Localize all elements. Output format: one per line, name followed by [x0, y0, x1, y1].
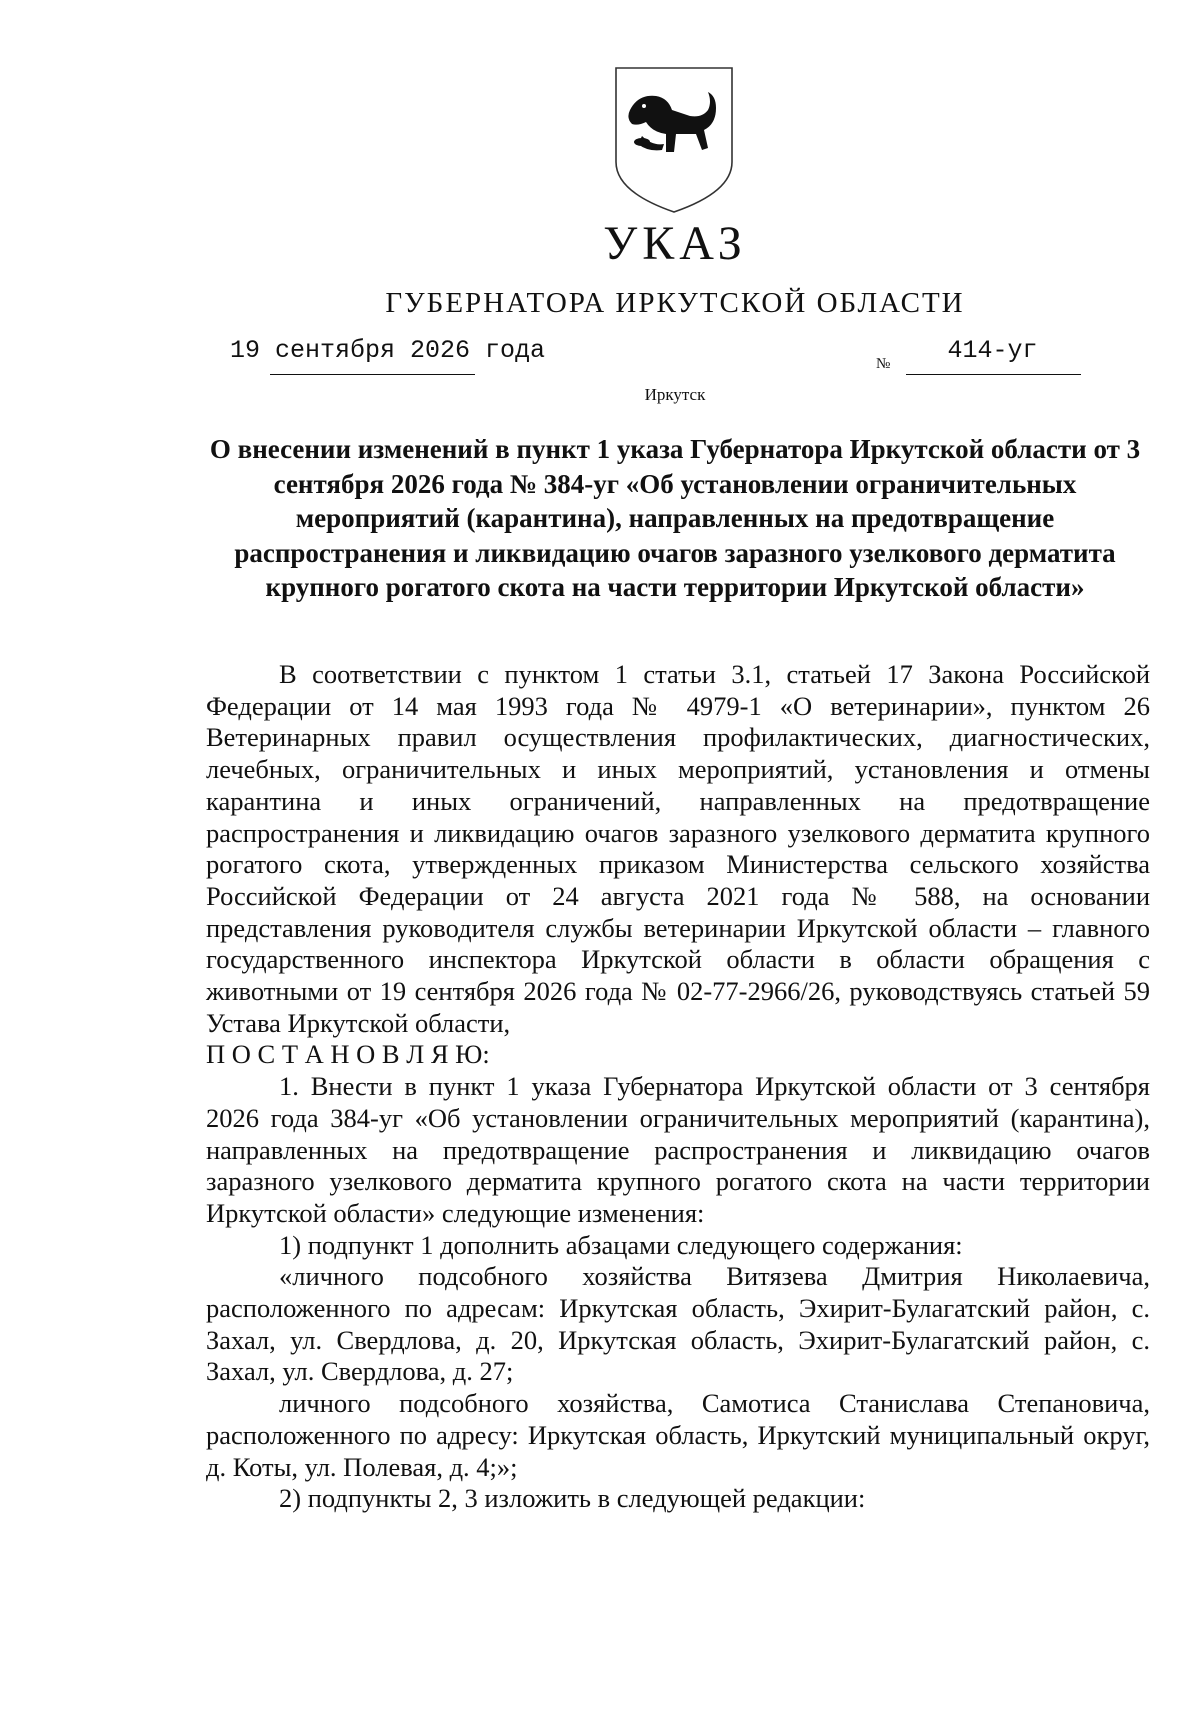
- date-underline: [270, 374, 475, 375]
- subitem-1-paragraph: 1) подпункт 1 дополнить абзацами следующего содержания:: [279, 1229, 963, 1260]
- decree-word: П О С Т А Н О В Л Я Ю:: [206, 1039, 490, 1070]
- subitem-1-addition-a: «личного подсобного хозяйства Витязева Дмитрия Николаевича, расположенного по адресам: Иркутская область, Эхирит-Булагатский район, с. Захал, ул. Свердлова, д. 20, Иркутская область, Эхирит-Булагатский район, с. Захал, ул. Свердлова, д. 27;: [206, 1261, 1150, 1387]
- number-underline: [906, 374, 1081, 375]
- document-number: 414-уг: [947, 336, 1038, 365]
- issuer-title: ГУБЕРНАТОРА ИРКУТСКОЙ ОБЛАСТИ: [385, 287, 965, 319]
- document-body: [206, 659, 1150, 1515]
- subitem-2-paragraph: 2) подпункты 2, 3 изложить в следующей редакции:: [279, 1483, 866, 1514]
- document-heading: О внесении изменений в пункт 1 указа Губернатора Иркутской области от 3 сентября 2026 года № 384-уг «Об установлении ограничительных мероприятий (карантина), направленных на предотвращение распространения и ликвидацию очагов заразного узелкового дерматита крупного рогатого скота на части территории Иркутской области»: [209, 434, 1141, 602]
- document-city: Иркутск: [644, 385, 706, 404]
- document-title: УКАЗ: [603, 217, 747, 270]
- preamble-paragraph: В соответствии с пунктом 1 статьи 3.1, статьей 17 Закона Российской Федерации от 14 мая 1993 года № 4979-1 «О ветеринарии», пунктом 26 Ветеринарных правил осуществления профилактических, диагностических, лечебных, ограничительных и иных мероприятий, установления и отмены карантина и иных ограничений, направленных на предотвращение распространения и ликвидацию очагов заразного узелкового дерматита крупного рогатого скота, утвержденных приказом Министерства сельского хозяйства Российской Федерации от 24 августа 2021 года № 588, на основании представления руководителя службы ветеринарии Иркутской области – главного государственного инспектора Иркутской области в области обращения с животными от 19 сентября 2026 года № 02-77-2966/26, руководствуясь статьей 59 Устава Иркутской области,: [206, 659, 1150, 1038]
- item-1-paragraph: 1. Внести в пункт 1 указа Губернатора Иркутской области от 3 сентября 2026 года 384-уг «Об установлении ограничительных мероприятий (карантина), направленных на предотвращение распространения и ликвидацию очагов заразного узелкового дерматита крупного рогатого скота на части территории Иркутской области» следующие изменения:: [206, 1071, 1150, 1228]
- document-date: 19 сентября 2026 года: [230, 336, 546, 365]
- number-sign: №: [876, 356, 891, 372]
- subitem-1-addition-b: личного подсобного хозяйства, Самотиса Станислава Степановича, расположенного по адресу: Иркутская область, Иркутский муниципальный округ, д. Коты, ул. Полевая, д. 4;»;: [206, 1388, 1150, 1482]
- coat-of-arms-icon: [612, 66, 736, 214]
